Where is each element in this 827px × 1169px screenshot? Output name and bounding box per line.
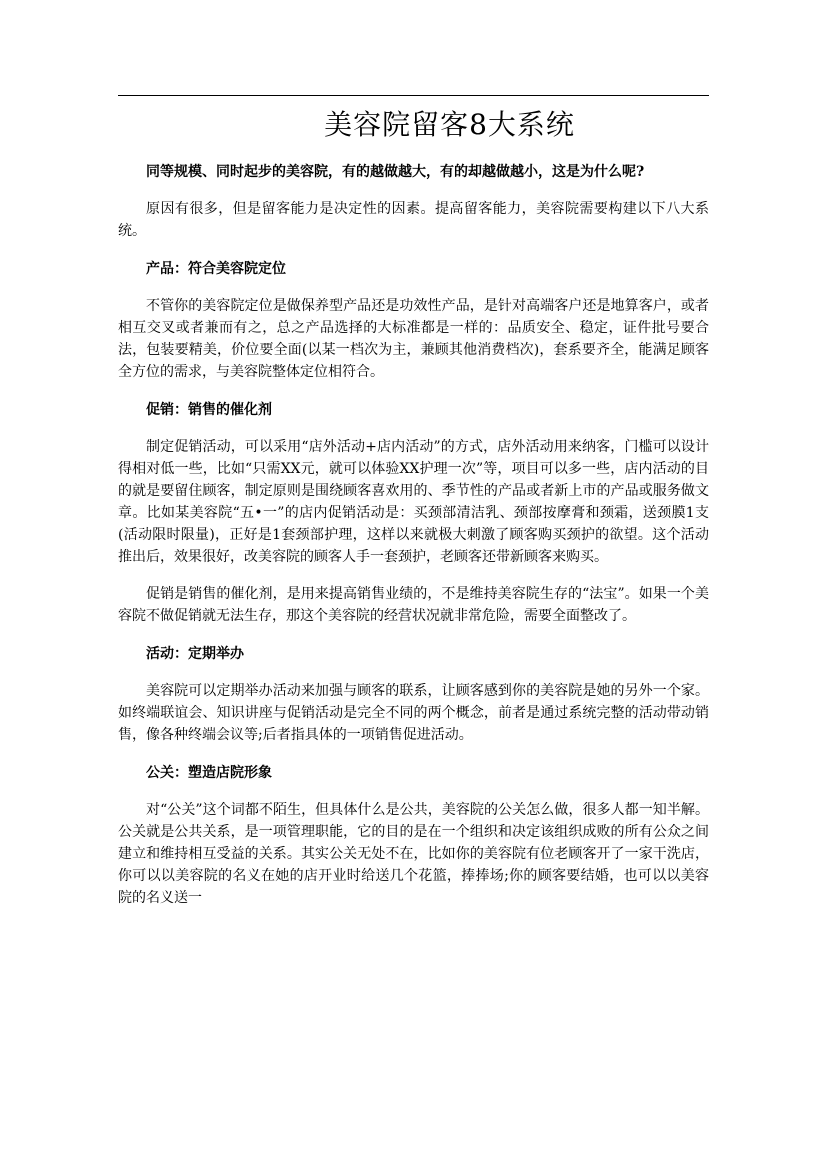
section-paragraph: 制定促销活动，可以采用“店外活动+店内活动”的方式，店外活动用来纳客，门槛可以设计得相对低一些，比如“只需XX元，就可以体验XX护理一次”等，项目可以多一些，店内活动的目的就是要留住顾客，制定原则是围绕顾客喜欢用的、季节性的产品或者新上市的产品或服务做文章。比如某美容院“五•一”的店内促销活动是：买颈部清洁乳、颈部按摩膏和颈霜，送颈膜1支(活动限时限量)，正好是1套颈部护理，这样以来就极大刺激了顾客购买颈护的欲望。这个活动推出后，效果很好，改美容院的顾客人手一套颈护，老顾客还带新顾客来购买。 [118,439,709,565]
section-paragraph: 对“公关”这个词都不陌生，但具体什么是公共，美容院的公关怎么做，很多人都一知半解。公关就是公共关系，是一项管理职能，它的目的是在一个组织和决定该组织成败的所有公众之间建立和维持相互受益的关系。其实公关无处不在，比如你的美容院有位老顾客开了一家干洗店，你可以以美容院的名义在她的店开业时给送几个花篮，捧捧场;你的顾客要结婚，也可以以美容院的名义送一 [118,802,709,906]
intro-paragraph: 原因有很多，但是留客能力是决定性的因素。提高留客能力，美容院需要构建以下八大系统。 [118,201,709,239]
section-paragraph: 美容院可以定期举办活动来加强与顾客的联系，让顾客感到你的美容院是她的另外一个家。如终端联谊会、知识讲座与促销活动是完全不同的两个概念，前者是通过系统完整的活动带动销售，像各种终端会议等;后者指具体的一项销售促进活动。 [118,683,709,743]
section-paragraph: 促销是销售的催化剂，是用来提高销售业绩的，不是维持美容院生存的“法宝”。如果一个美容院不做促销就无法生存，那这个美容院的经营状况就非常危险，需要全面整改了。 [118,586,709,624]
section-heading: 公关：塑造店院形象 [146,765,272,781]
section-product [118,258,709,383]
section-promotion [118,399,709,627]
section-heading: 产品：符合美容院定位 [146,261,286,277]
document-body [118,103,709,909]
section-events [118,643,709,746]
section-paragraph: 不管你的美容院定位是做保养型产品还是功效性产品，是针对高端客户还是地算客户，或者相互交叉或者兼而有之，总之产品选择的大标准都是一样的：品质安全、稳定，证件批号要合法，包装要精美，价位要全面(以某一档次为主，兼顾其他消费档次)，套系要齐全，能满足顾客全方位的需求，与美容院整体定位相符合。 [118,298,709,380]
document-title: 美容院留客8大系统 [324,108,575,141]
section-public-relations [118,762,709,909]
header-rule [118,95,709,96]
intro-question: 同等规模、同时起步的美容院，有的越做越大，有的却越做越小，这是为什么呢? [146,164,645,180]
section-heading: 促销：销售的催化剂 [146,402,272,418]
section-heading: 活动：定期举办 [146,646,244,662]
